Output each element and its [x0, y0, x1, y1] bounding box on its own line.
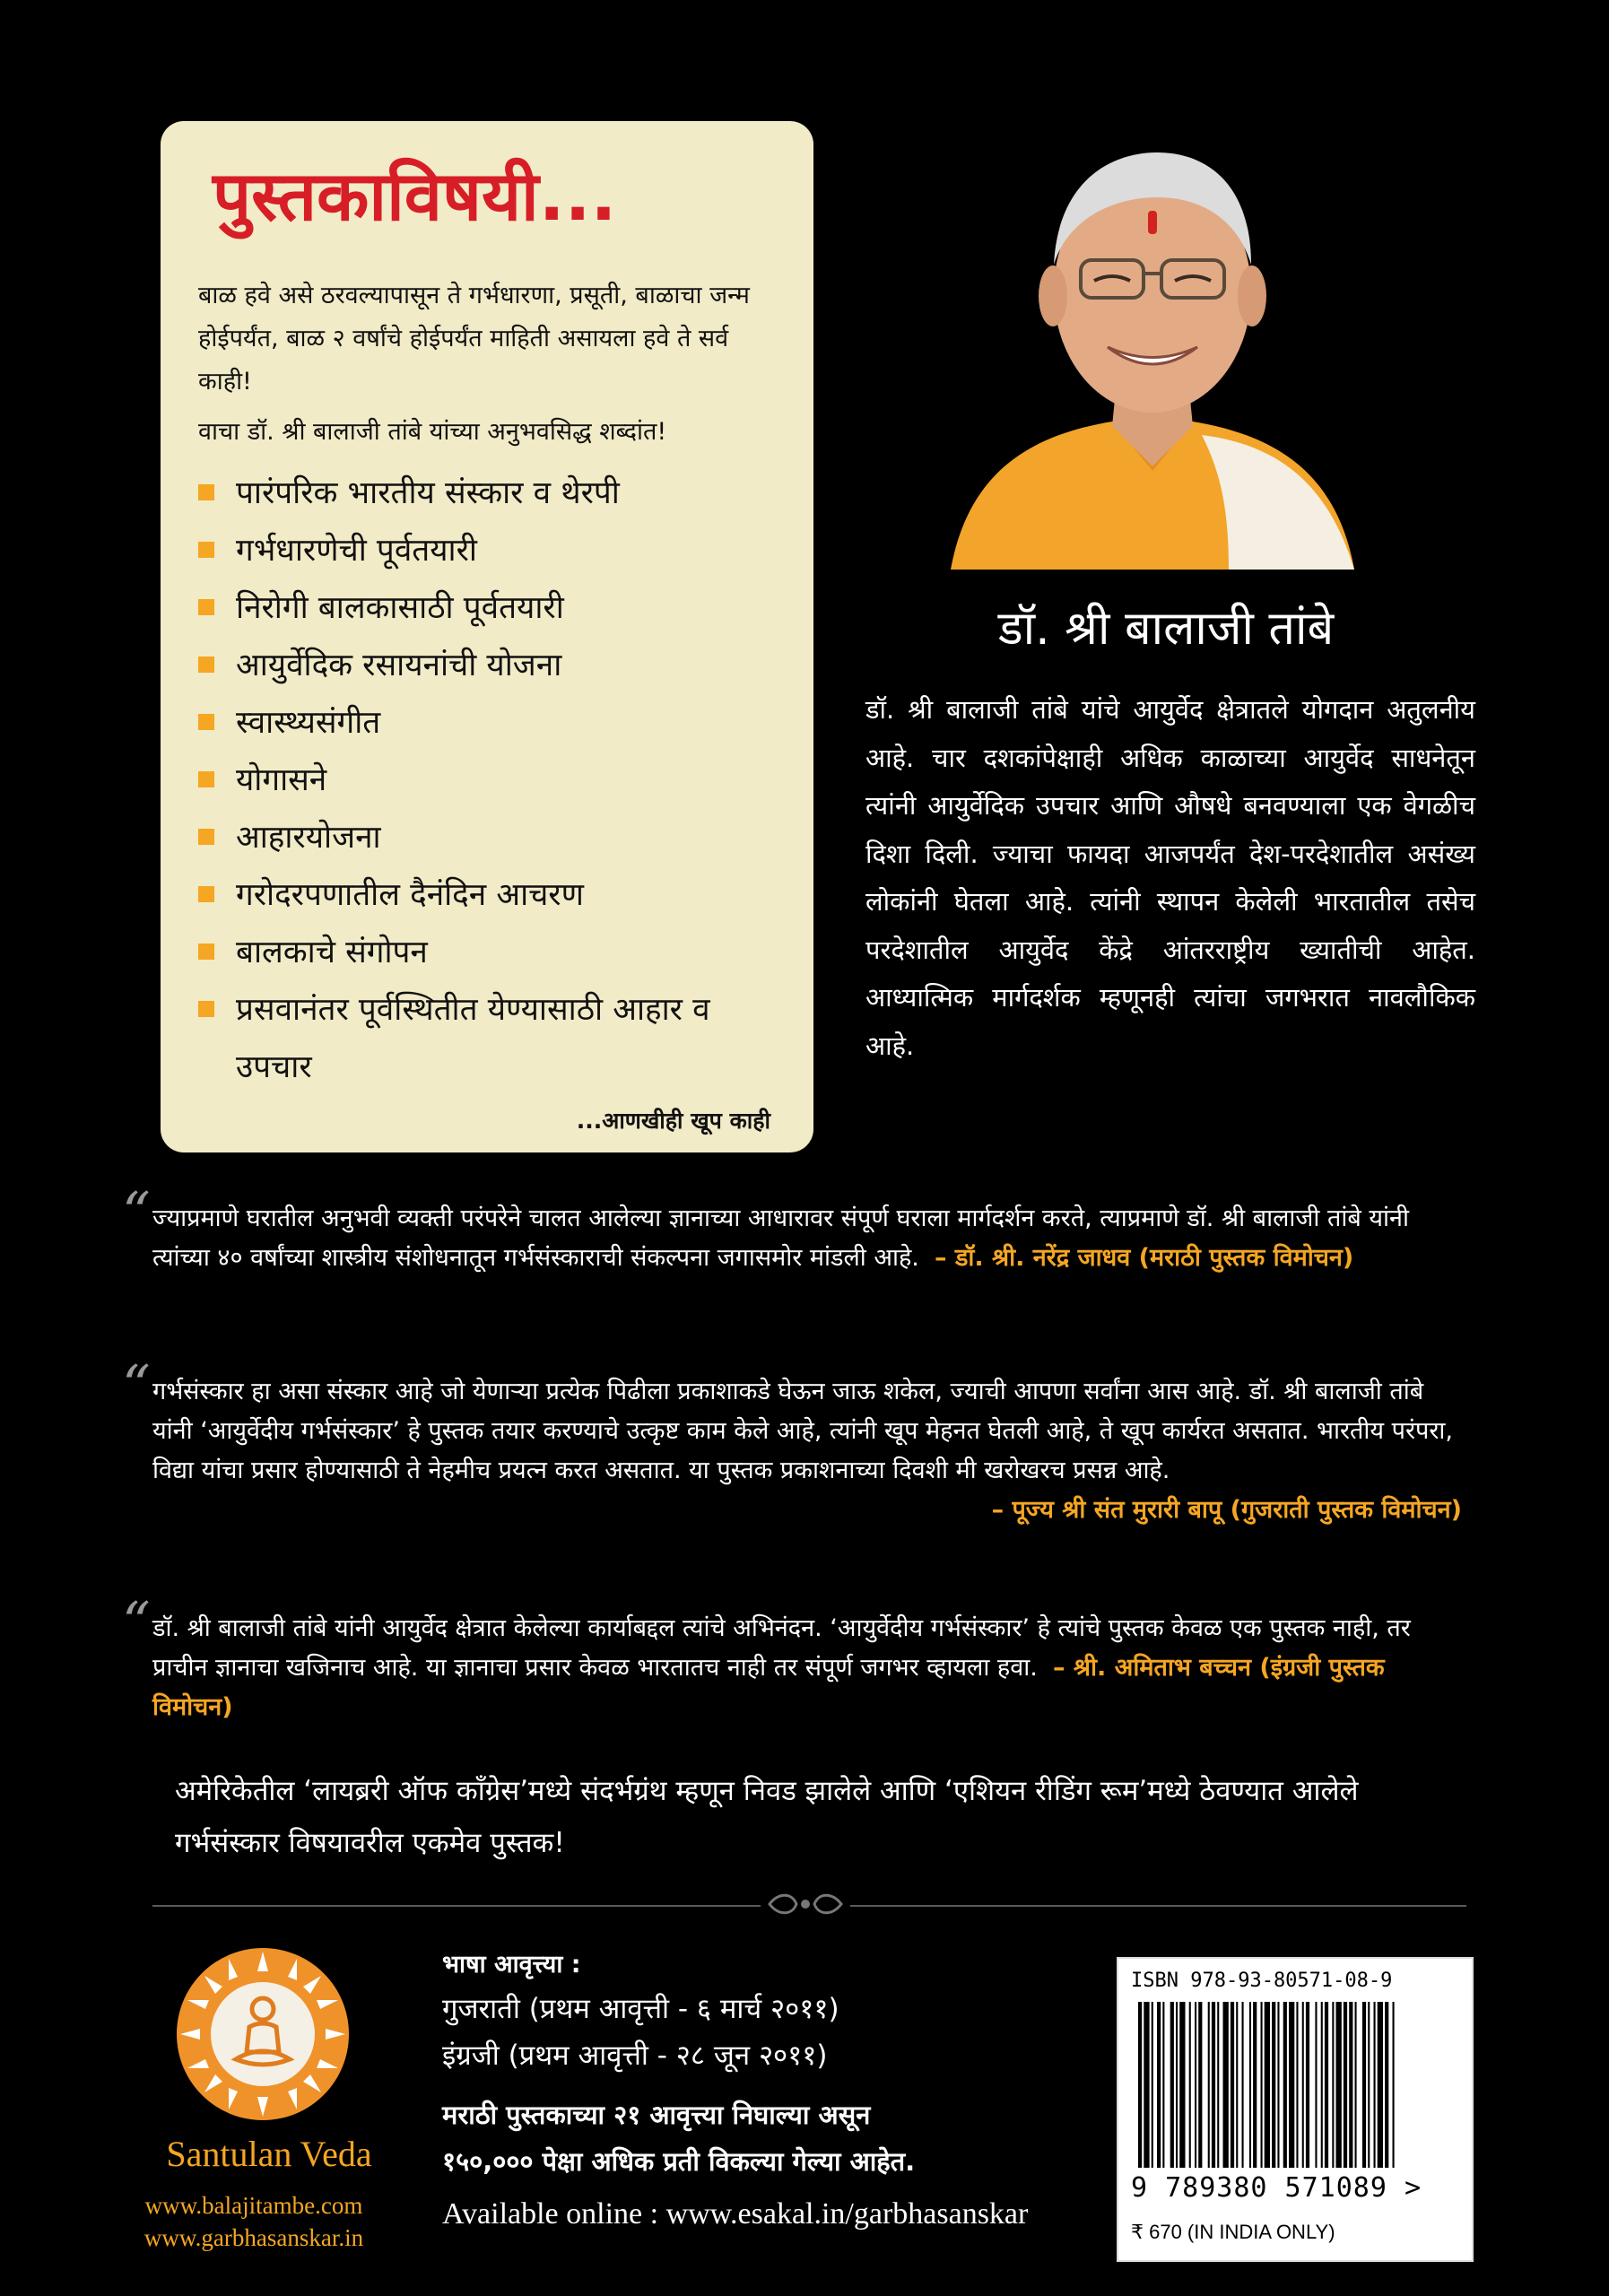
about-read-line: वाचा डॉ. श्री बालाजी तांबे यांच्या अनुभवसिद्ध शब्दांत!: [198, 418, 667, 447]
library-note: अमेरिकेतील ‘लायब्ररी ऑफ काँग्रेस’मध्ये संदर्भग्रंथ म्हणून निवड झालेले आणि ‘एशियन रीडिंग रूम’मध्ये ठेवण्यात आलेले गर्भसंस्कार विषयावरील एकमेव पुस्तक!: [175, 1775, 1359, 1859]
editions-heading: भाषा आवृत्त्या :: [442, 1951, 581, 1979]
barcode-bar: [1265, 2002, 1270, 2168]
quote-mark-icon: “: [122, 1179, 151, 1245]
barcode-bar: [1272, 2002, 1275, 2168]
barcode-bar: [1283, 2002, 1287, 2168]
author-name: डॉ. श्री बालाजी तांबे: [997, 602, 1335, 656]
topic-item: [198, 809, 770, 866]
testimonial-1: [122, 1179, 1462, 1278]
website-link-2[interactable]: www.garbhasanskar.in: [144, 2224, 364, 2251]
topic-label: योगासने: [236, 762, 327, 799]
about-more-text: ...आणखीही खूप काही: [576, 1108, 770, 1135]
square-bullet-icon: [198, 944, 214, 960]
barcode-bar: [1277, 2002, 1279, 2168]
about-title: पुस्तकाविषयी...: [213, 156, 617, 236]
topic-label: पारंपरिक भारतीय संस्कार व थेरपी: [236, 475, 620, 512]
barcode-bar: [1321, 2002, 1323, 2168]
author-bio: डॉ. श्री बालाजी तांबे यांचे आयुर्वेद क्षेत्रातले योगदान अतुलनीय आहे. चार दशकांपेक्षाही अधिक काळाच्या आयुर्वेद साधनेतून त्यांनी आयुर्वेदिक उपचार आणि औषधे बनवण्याला एक वेगळीच दिशा दिली. ज्याचा फायदा आजपर्यंत देश-परदेशातील असंख्य लोकांनी घेतला आहे. त्यांनी स्थापन केलेली भारतातील तसेच परदेशातील आयुर्वेद केंद्रे आंतरराष्ट्रीय ख्यातीची आहेत. आध्यात्मिक मार्गदर्शक म्हणूनही त्यांचा जगभरात नावलौकिक आहे.: [865, 694, 1475, 1061]
quote-mark-icon: “: [122, 1589, 151, 1655]
edition-gujarati: गुजराती (प्रथम आवृत्ती - ६ मार्च २०११): [442, 1993, 839, 2025]
barcode-bar: [1162, 2002, 1164, 2168]
barcode-icon: [1135, 2002, 1457, 2172]
barcode-bar: [1325, 2002, 1328, 2168]
topic-item: [198, 579, 770, 637]
barcode-bar: [1355, 2002, 1357, 2168]
barcode-box: [1117, 1957, 1474, 2262]
website-link-1[interactable]: www.balajitambe.com: [144, 2192, 363, 2219]
barcode-bar: [1152, 2002, 1153, 2168]
barcode-bar: [1223, 2002, 1229, 2168]
topic-label: गरोदरपणातील दैनंदिन आचरण: [236, 877, 584, 914]
barcode-bar: [1208, 2002, 1210, 2168]
barcode-bar: [1236, 2002, 1238, 2168]
topic-label: निरोगी बालकासाठी पूर्वतयारी: [236, 590, 564, 627]
topic-list: [198, 465, 770, 1096]
barcode-bar: [1336, 2002, 1342, 2168]
topic-item: [198, 694, 770, 752]
barcode-bar: [1374, 2002, 1376, 2168]
barcode-bar: [1344, 2002, 1347, 2168]
quote-mark-icon: “: [122, 1352, 151, 1418]
barcode-bar: [1189, 2002, 1191, 2168]
topic-label: आहारयोजना: [236, 820, 381, 857]
about-book-panel: [161, 121, 813, 1152]
isbn-text: ISBN 978-93-80571-08-9: [1131, 1970, 1393, 1992]
barcode-bar: [1349, 2002, 1352, 2168]
ornament-icon: [761, 1888, 850, 1920]
topic-label: आयुर्वेदिक रसायनांची योजना: [236, 648, 562, 684]
barcode-bar: [1170, 2002, 1174, 2168]
barcode-bar: [1198, 2002, 1202, 2168]
topic-item: [198, 924, 770, 981]
topic-label: गर्भधारणेची पूर्वतयारी: [236, 533, 477, 570]
brand-name: Santulan Veda: [166, 2134, 372, 2174]
barcode-bar: [1385, 2002, 1388, 2168]
barcode-bar: [1362, 2002, 1366, 2168]
barcode-bar: [1378, 2002, 1383, 2168]
square-bullet-icon: [198, 1001, 214, 1017]
barcode-bar: [1289, 2002, 1294, 2168]
barcode-bar: [1195, 2002, 1196, 2168]
testimonial-attribution: – श्री. अमिताभ बच्चन (इंग्रजी पुस्तक विमोचन): [152, 1654, 1385, 1721]
barcode-bar: [1302, 2002, 1304, 2168]
barcode-bar: [1332, 2002, 1334, 2168]
barcode-bar: [1368, 2002, 1370, 2168]
testimonial-3: [122, 1589, 1462, 1727]
square-bullet-icon: [198, 657, 214, 673]
about-intro: बाळ हवे असे ठरवल्यापासून ते गर्भधारणा, प्रसूती, बाळाचा जन्म होईपर्यंत, बाळ २ वर्षांचे होईपर्यंत माहिती असायला हवे ते सर्व काही!: [198, 282, 750, 396]
barcode-bar: [1306, 2002, 1309, 2168]
topic-item: [198, 637, 770, 694]
square-bullet-icon: [198, 771, 214, 787]
testimonial-attribution: – डॉ. श्री. नरेंद्र जाधव (मराठी पुस्तक विमोचन): [935, 1244, 1354, 1272]
square-bullet-icon: [198, 829, 214, 845]
edition-marathi-1: मराठी पुस्तकाच्या २१ आवृत्त्या निघाल्या असून: [442, 2100, 871, 2130]
topic-item: [198, 465, 770, 522]
barcode-bar: [1242, 2002, 1244, 2168]
barcode-bar: [1176, 2002, 1178, 2168]
barcode-bar: [1212, 2002, 1215, 2168]
square-bullet-icon: [198, 714, 214, 730]
topic-item: [198, 981, 770, 1096]
barcode-bar: [1249, 2002, 1251, 2168]
barcode-bar: [1231, 2002, 1234, 2168]
testimonial-text: गर्भसंस्कार हा असा संस्कार आहे जो येणाऱ्या प्रत्येक पिढीला प्रकाशाकडे घेऊन जाऊ शकेल, ज्याची आपणा सर्वांना आस आहे. डॉ. श्री बालाजी तांबे यांनी ‘आयुर्वेदीय गर्भसंस्कार’ हे पुस्तक तयार करण्याचे उत्कृष्ट काम केले आहे, त्यांनी खूप मेहनत घेतली आहे, ते खूप कार्यरत असतात. भारतीय परंपरा, विद्या यांचा प्रसार होण्यासाठी ते नेहमीच प्रयत्न करत असतात. या पुस्तक प्रकाशनाच्या दिवशी मी खरोखरच प्रसन्न आहे.: [152, 1378, 1453, 1484]
square-bullet-icon: [198, 484, 214, 500]
testimonial-attribution: – पूज्य श्री संत मुरारी बापू (गुजराती पुस्तक विमोचन): [991, 1496, 1462, 1524]
barcode-bar: [1157, 2002, 1161, 2168]
barcode-bar: [1179, 2002, 1185, 2168]
testimonial-text: ज्याप्रमाणे घरातील अनुभवी व्यक्ती परंपरेने चालत आलेल्या ज्ञानाच्या आधारावर संपूर्ण घराला मार्गदर्शन करते, त्याप्रमाणे डॉ. श्री बालाजी तांबे यांनी त्यांच्या ४० वर्षांच्या शास्त्रीय संशोधनातून गर्भसंस्काराची संकल्पना जगासमोर मांडली आहे.: [152, 1205, 1409, 1272]
barcode-bar: [1217, 2002, 1219, 2168]
topic-label: प्रसवानंतर पूर्वस्थितीत येण्यासाठी आहार व उपचार: [236, 992, 710, 1086]
price: ₹ 670 (IN INDIA ONLY): [1131, 2221, 1335, 2243]
testimonial-text: डॉ. श्री बालाजी तांबे यांनी आयुर्वेद क्षेत्रात केलेल्या कार्याबद्दल त्यांचे अभिनंदन. ‘आयुर्वेदीय गर्भसंस्कार’ हे त्यांचे पुस्तक केवळ एक पुस्तक नाही, तर प्राचीन ज्ञानाचा खजिनाच आहे. या ज्ञानाचा प्रसार केवळ भारतातच नाही तर संपूर्ण जगभर व्हायला हवा.: [152, 1614, 1411, 1682]
barcode-bar: [1138, 2002, 1142, 2168]
barcode-bar: [1393, 2002, 1395, 2168]
barcode-bar: [1253, 2002, 1257, 2168]
edition-marathi-2: १५०,००० पेक्षा अधिक प्रती विकल्या गेल्या आहेत.: [442, 2146, 916, 2177]
topic-label: बालकाचे संगोपन: [236, 935, 428, 971]
testimonial-2: [122, 1352, 1462, 1530]
topic-item: [198, 752, 770, 809]
available-online: Available online : www.esakal.in/garbhasanskar: [442, 2197, 1029, 2231]
topic-label: स्वास्थ्यसंगीत: [236, 705, 381, 742]
topic-item: [198, 522, 770, 579]
barcode-bar: [1261, 2002, 1263, 2168]
author-photo: [933, 112, 1368, 570]
topic-item: [198, 866, 770, 924]
barcode-digits: 9 789380 571089 >: [1131, 2172, 1422, 2204]
santulan-veda-logo-icon: [173, 1944, 352, 2124]
barcode-bar: [1315, 2002, 1317, 2168]
square-bullet-icon: [198, 599, 214, 615]
square-bullet-icon: [198, 542, 214, 558]
square-bullet-icon: [198, 886, 214, 902]
barcode-bar: [1296, 2002, 1298, 2168]
edition-english: इंग्रजी (प्रथम आवृत्ती - २८ जून २०११): [442, 2039, 828, 2072]
barcode-bar: [1144, 2002, 1149, 2168]
editions-info: [442, 1944, 1106, 2185]
